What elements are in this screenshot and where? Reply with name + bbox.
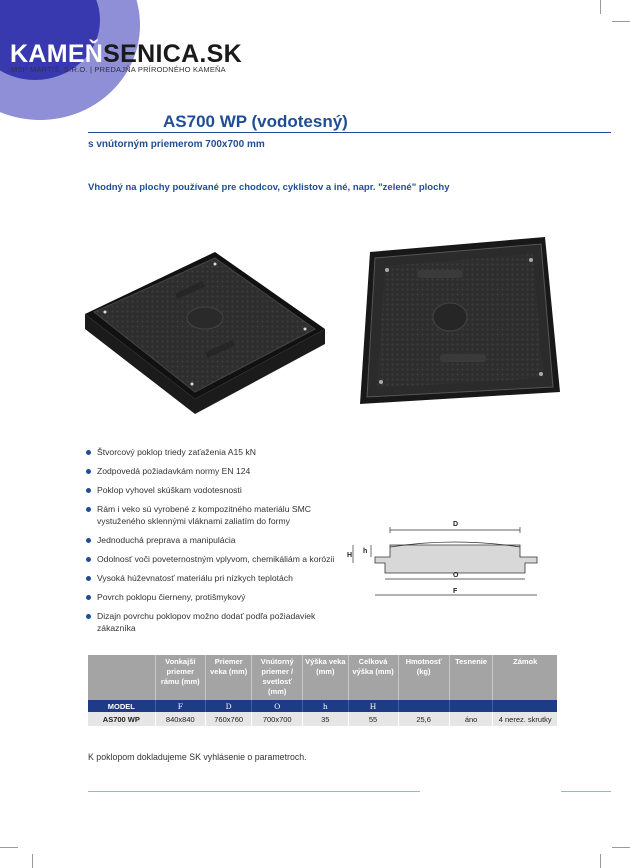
- table-cell: [449, 700, 493, 712]
- title-divider: [88, 132, 611, 133]
- product-title: AS700 WP (vodotesný): [163, 112, 348, 131]
- footer-divider: [561, 791, 611, 792]
- feature-list: [86, 446, 336, 641]
- table-header: Hmotnosť (kg): [398, 655, 449, 700]
- table-cell: F: [155, 700, 205, 712]
- crop-mark: [612, 847, 630, 848]
- table-cell: AS700 WP: [88, 712, 155, 726]
- brand-name-part1: KAMEŇ: [10, 40, 104, 68]
- table-cell: D: [205, 700, 251, 712]
- crop-mark: [600, 854, 601, 868]
- feature-item: Jednoduchá preprava a manipulácia: [86, 534, 336, 546]
- table-header: Vonkajší priemer rámu (mm): [155, 655, 205, 700]
- table-cell: 700x700: [252, 712, 303, 726]
- table-cell: 25,6: [398, 712, 449, 726]
- brand-name-part2: SENICA.SK: [103, 40, 243, 68]
- table-cell: O: [252, 700, 303, 712]
- feature-item: Rám i veko sú vyrobené z kompozitného materiálu SMC vystuženého sklennými vláknami zaliatím do formy: [86, 503, 336, 527]
- cross-section-diagram: [345, 515, 545, 600]
- feature-item: Štvorcový poklop triedy zaťaženia A15 kN: [86, 446, 336, 458]
- table-header: [88, 655, 155, 700]
- table-model-row: [88, 700, 557, 712]
- table-row: [88, 712, 557, 726]
- crop-mark: [600, 0, 601, 14]
- table-cell: H: [348, 700, 398, 712]
- feature-item: Dizajn povrchu poklopov možno dodať podľa požiadaviek zákazníka: [86, 610, 336, 634]
- declaration-note: K poklopom dokladujeme SK vyhlásenie o parametroch.: [88, 752, 307, 762]
- feature-item: Odolnosť voči poveternostným vplyvom, chemikáliám a korózii: [86, 553, 336, 565]
- diagram-label-H: H: [347, 552, 353, 559]
- table-header: Zámok: [493, 655, 557, 700]
- feature-item: Povrch poklopu čierneny, protišmykový: [86, 591, 336, 603]
- table-header: Výška veka (mm): [303, 655, 349, 700]
- diagram-label-o: O: [453, 572, 459, 579]
- crop-mark: [0, 847, 18, 848]
- diagram-label-h: h: [363, 548, 368, 555]
- diagram-label-d: D: [453, 521, 459, 528]
- crop-mark: [32, 854, 33, 868]
- table-cell: 35: [303, 712, 349, 726]
- spec-table: [88, 655, 557, 726]
- table-cell: 840x840: [155, 712, 205, 726]
- table-cell: h: [303, 700, 349, 712]
- table-header: Vnútorný priemer / svetlosť (mm): [252, 655, 303, 700]
- table-header: Priemer veka (mm): [205, 655, 251, 700]
- table-cell: 760x760: [205, 712, 251, 726]
- product-photo-perspective: [80, 234, 330, 414]
- product-subtitle: s vnútorným priemerom 700x700 mm: [88, 139, 265, 150]
- feature-item: Vysoká húževnatosť materiálu pri nízkych teplotách: [86, 572, 336, 584]
- feature-item: Poklop vyhovel skúškam vodotesnosti: [86, 484, 336, 496]
- footer-divider: [88, 791, 420, 792]
- crop-mark: [612, 21, 630, 22]
- table-cell: áno: [449, 712, 493, 726]
- table-cell: MODEL: [88, 700, 155, 712]
- table-header: Tesnenie: [449, 655, 493, 700]
- diagram-label-f: F: [453, 588, 458, 595]
- brand-tagline: MSP MARTIŠ, S.R.O. | PREDAJŇA PRÍRODNÉHO KAMEŇA: [11, 65, 226, 74]
- table-cell: 4 nerez. skrutky: [493, 712, 557, 726]
- table-cell: [493, 700, 557, 712]
- product-photo-top: [345, 232, 567, 412]
- table-cell: [398, 700, 449, 712]
- table-header: Celková výška (mm): [348, 655, 398, 700]
- product-usage: Vhodný na plochy používané pre chodcov, cyklistov a iné, napr. "zelené" plochy: [88, 182, 450, 193]
- feature-item: Zodpovedá požiadavkám normy EN 124: [86, 465, 336, 477]
- table-cell: 55: [348, 712, 398, 726]
